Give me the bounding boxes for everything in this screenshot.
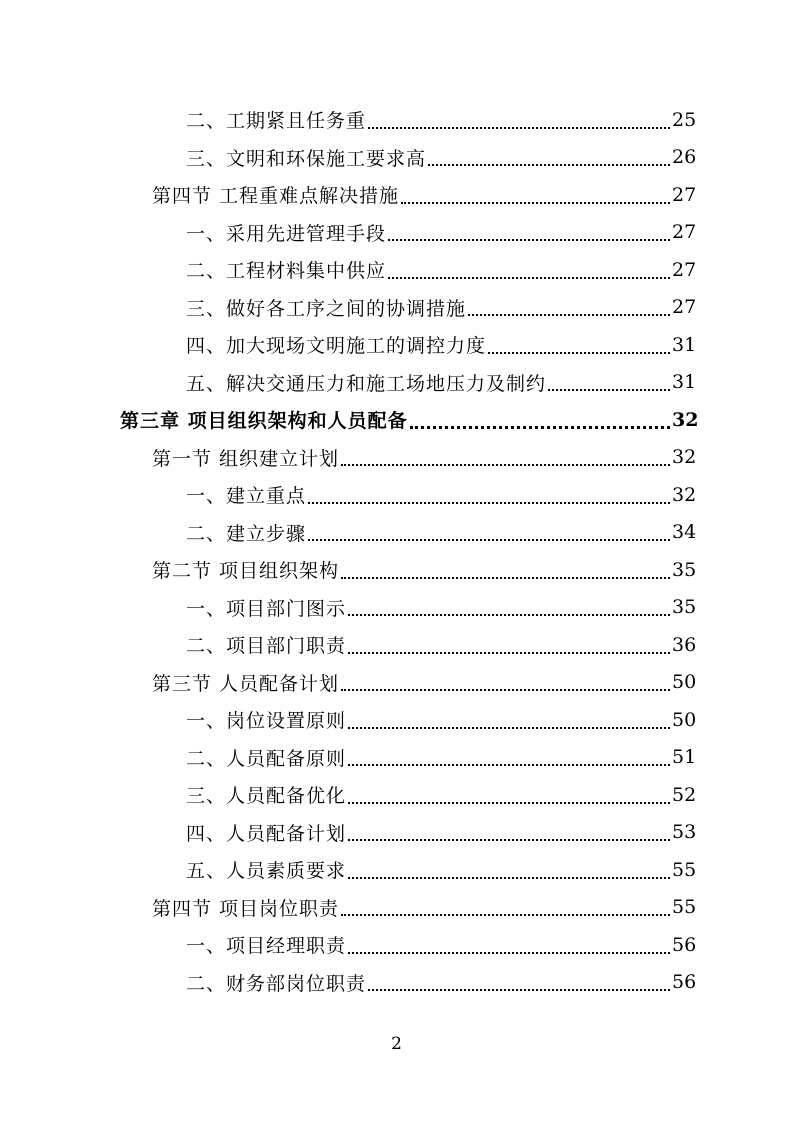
toc-entry-page: 50	[672, 708, 697, 731]
toc-entry[interactable]	[0, 626, 793, 664]
toc-entry[interactable]	[0, 326, 793, 364]
toc-entry[interactable]	[0, 589, 793, 627]
toc-leader-dots	[348, 651, 670, 654]
toc-entry-label: 二、项目部门职责	[186, 635, 347, 658]
toc-entry-page: 27	[672, 183, 697, 206]
toc-entry-page: 25	[672, 108, 697, 131]
toc-entry-page: 55	[672, 858, 697, 881]
toc-entry[interactable]	[0, 551, 793, 589]
toc-entry-page: 32	[672, 483, 697, 506]
toc-leader-dots	[401, 201, 670, 204]
toc-entry-label: 二、财务部岗位职责	[186, 972, 367, 995]
page-number: 2	[391, 1034, 402, 1054]
toc-entry-page: 27	[672, 258, 697, 281]
toc-entry-page: 36	[672, 633, 697, 656]
toc-entry-label: 一、项目经理职责	[186, 935, 347, 958]
toc-entry-page: 50	[672, 671, 697, 694]
toc-entry-label: 四、人员配备计划	[186, 822, 347, 845]
toc-entry[interactable]	[0, 964, 793, 1002]
toc-leader-dots	[428, 163, 670, 166]
toc-entry-page: 27	[672, 296, 697, 319]
toc-entry-page: 34	[672, 521, 697, 544]
toc-entry-page: 31	[672, 333, 697, 356]
toc-entry-label: 五、解决交通压力和施工场地压力及制约	[186, 372, 547, 395]
toc-entry[interactable]	[0, 851, 793, 889]
toc-entry[interactable]	[0, 926, 793, 964]
toc-entry-page: 27	[672, 221, 697, 244]
toc-leader-dots	[348, 726, 670, 729]
toc-leader-dots	[348, 763, 670, 766]
toc-entry-page: 26	[672, 146, 697, 169]
toc-leader-dots	[348, 838, 670, 841]
toc-leader-dots	[348, 613, 670, 616]
toc-entry-page: 55	[672, 896, 697, 919]
toc-leader-dots	[368, 988, 670, 991]
toc-entry-label: 第二节 项目组织架构	[152, 560, 340, 583]
toc-entry-label: 第四节 项目岗位职责	[152, 897, 340, 920]
toc-entry[interactable]	[0, 139, 793, 177]
toc-entry[interactable]	[0, 401, 793, 439]
toc-entry-page: 52	[672, 783, 697, 806]
toc-entry[interactable]	[0, 439, 793, 477]
toc-entry-label: 二、建立步骤	[186, 522, 307, 545]
toc-entry-page: 32	[672, 408, 699, 431]
toc-entry[interactable]	[0, 739, 793, 777]
toc-leader-dots	[341, 576, 670, 579]
toc-leader-dots	[308, 538, 670, 541]
table-of-contents	[0, 101, 793, 1001]
toc-entry-label: 第三章 项目组织架构和人员配备	[120, 410, 408, 433]
toc-entry-label: 三、做好各工序之间的协调措施	[186, 297, 467, 320]
toc-entry-page: 53	[672, 821, 697, 844]
toc-entry[interactable]	[0, 776, 793, 814]
toc-leader-dots	[348, 801, 670, 804]
toc-leader-dots	[348, 951, 670, 954]
toc-entry[interactable]	[0, 514, 793, 552]
toc-entry-page: 35	[672, 596, 697, 619]
toc-entry-label: 四、加大现场文明施工的调控力度	[186, 335, 487, 358]
toc-entry-page: 35	[672, 558, 697, 581]
toc-entry[interactable]	[0, 814, 793, 852]
toc-entry-label: 一、岗位设置原则	[186, 710, 347, 733]
toc-entry-label: 三、文明和环保施工要求高	[186, 147, 427, 170]
toc-entry[interactable]	[0, 664, 793, 702]
toc-entry[interactable]	[0, 214, 793, 252]
toc-entry-page: 31	[672, 371, 697, 394]
toc-entry-page: 51	[672, 746, 697, 769]
toc-leader-dots	[388, 238, 670, 241]
toc-entry-label: 第三节 人员配备计划	[152, 672, 340, 695]
toc-entry-page: 56	[672, 971, 697, 994]
toc-entry-label: 五、人员素质要求	[186, 860, 347, 883]
toc-leader-dots	[488, 351, 670, 354]
toc-entry-label: 一、项目部门图示	[186, 597, 347, 620]
toc-entry[interactable]	[0, 364, 793, 402]
toc-entry[interactable]	[0, 889, 793, 927]
toc-entry-page: 32	[672, 446, 697, 469]
toc-entry[interactable]	[0, 289, 793, 327]
toc-entry-label: 一、建立重点	[186, 485, 307, 508]
toc-entry-label: 二、工期紧且任务重	[186, 110, 367, 133]
toc-entry[interactable]	[0, 101, 793, 139]
toc-entry-label: 二、工程材料集中供应	[186, 260, 387, 283]
toc-leader-dots	[548, 388, 670, 391]
toc-leader-dots	[348, 876, 670, 879]
toc-entry[interactable]	[0, 476, 793, 514]
toc-leader-dots	[410, 425, 670, 429]
toc-leader-dots	[368, 126, 670, 129]
toc-entry[interactable]	[0, 701, 793, 739]
toc-entry-page: 56	[672, 933, 697, 956]
toc-entry-label: 二、人员配备原则	[186, 747, 347, 770]
toc-leader-dots	[308, 501, 670, 504]
toc-entry-label: 一、采用先进管理手段	[186, 222, 387, 245]
toc-entry-label: 第四节 工程重难点解决措施	[152, 185, 400, 208]
toc-leader-dots	[341, 463, 670, 466]
toc-entry-label: 第一节 组织建立计划	[152, 447, 340, 470]
toc-entry[interactable]	[0, 176, 793, 214]
toc-entry-label: 三、人员配备优化	[186, 785, 347, 808]
toc-leader-dots	[341, 913, 670, 916]
toc-leader-dots	[341, 688, 670, 691]
toc-leader-dots	[468, 313, 670, 316]
toc-entry[interactable]	[0, 251, 793, 289]
toc-leader-dots	[388, 276, 670, 279]
